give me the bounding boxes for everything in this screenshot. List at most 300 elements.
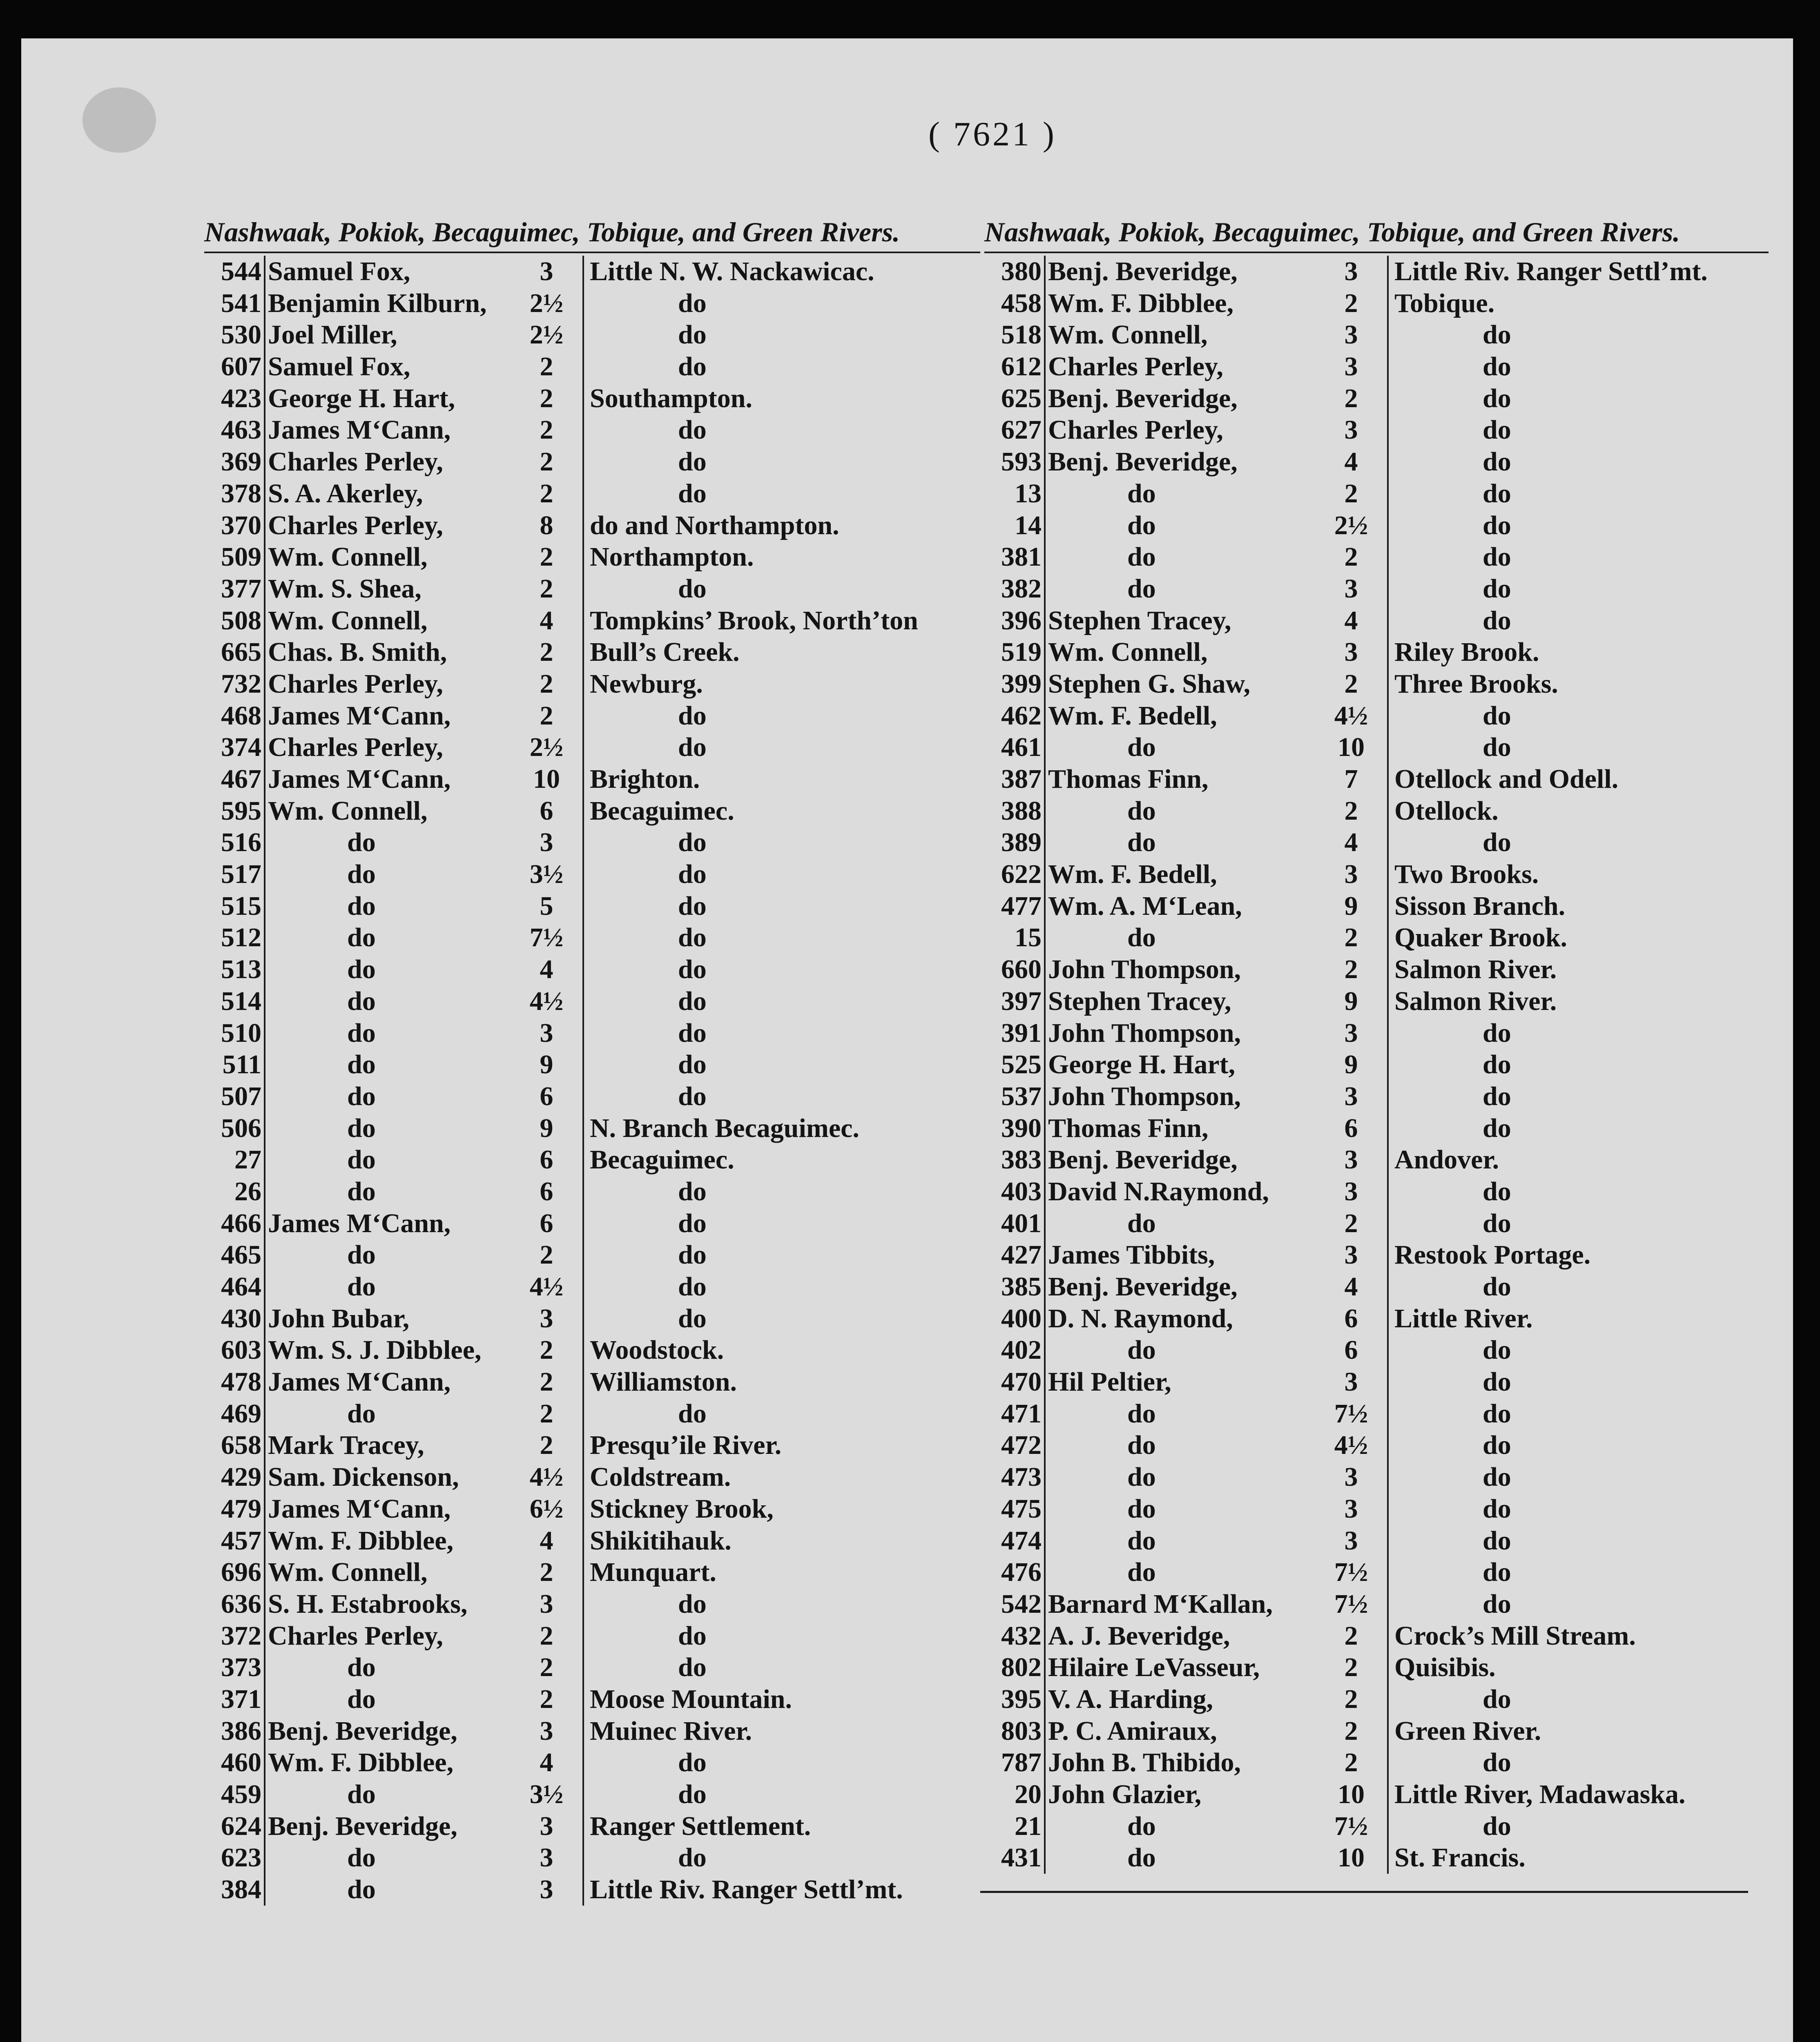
quantity: 2 — [1315, 1620, 1389, 1652]
grantee-name: Samuel Fox, — [268, 352, 410, 382]
location: do — [1483, 1367, 1511, 1397]
location: do — [678, 1303, 707, 1333]
grantee-name: Benj. Beveridge, — [1048, 383, 1238, 413]
quantity: 2 — [1315, 1747, 1389, 1779]
grantee-name: James M‘Cann, — [268, 1367, 451, 1397]
table-row — [984, 1017, 1769, 1049]
lot-number: 382 — [984, 573, 1046, 605]
table-row — [984, 1303, 1769, 1335]
table-row — [984, 795, 1769, 827]
location: Restook Portage. — [1394, 1240, 1591, 1270]
table-row — [984, 1715, 1769, 1747]
table-row — [984, 954, 1769, 985]
grantee-name: do — [347, 1875, 376, 1905]
location: do — [1483, 732, 1511, 762]
lot-number: 627 — [984, 414, 1046, 446]
grantee-name: Wm. F. Bedell, — [1048, 859, 1217, 889]
grantee-name: James M‘Cann, — [268, 764, 451, 794]
grantee-name: Stephen Tracey, — [1048, 605, 1231, 635]
lot-number: 473 — [984, 1461, 1046, 1493]
location: Coldstream. — [590, 1462, 731, 1492]
table-row — [984, 1652, 1769, 1683]
quantity: 3 — [1315, 1239, 1389, 1271]
lot-number: 787 — [984, 1747, 1046, 1779]
grantee-name: do — [1127, 923, 1156, 953]
table-row — [984, 1747, 1769, 1779]
location: do — [1483, 1335, 1511, 1365]
grantee-name: Sam. Dickenson, — [268, 1462, 459, 1492]
table-row — [984, 1144, 1769, 1176]
quantity: 2 — [1315, 478, 1389, 510]
lot-number: 381 — [984, 541, 1046, 573]
table-row — [204, 763, 980, 795]
location: Tompkins’ Brook, North’ton — [590, 605, 918, 635]
lot-number: 431 — [984, 1842, 1046, 1874]
quantity: 4 — [1315, 827, 1389, 858]
quantity: 9 — [1315, 1049, 1389, 1081]
grantee-name: do — [1127, 827, 1156, 858]
grantee-name: do — [347, 986, 376, 1016]
grantee-name: Wm. Connell, — [1048, 320, 1208, 350]
quantity: 7½ — [511, 922, 584, 954]
table-row — [984, 1239, 1769, 1271]
location: do — [1483, 478, 1511, 508]
lot-number: 603 — [204, 1334, 265, 1366]
lot-number: 390 — [984, 1112, 1046, 1144]
grantee-name: do — [1127, 573, 1156, 604]
quantity: 3½ — [511, 1779, 584, 1810]
table-row — [984, 541, 1769, 573]
location: do — [678, 1843, 707, 1873]
table-row — [984, 668, 1769, 700]
lot-number: 423 — [204, 383, 265, 415]
location: Little N. W. Nackawicac. — [590, 256, 874, 286]
lot-number: 465 — [204, 1239, 265, 1271]
lot-number: 27 — [204, 1144, 265, 1176]
lot-number: 427 — [984, 1239, 1046, 1271]
grantee-name: Mark Tracey, — [268, 1430, 424, 1460]
table-row — [984, 256, 1769, 288]
location: Quaker Brook. — [1394, 923, 1567, 953]
location: Andover. — [1394, 1145, 1499, 1175]
quantity: 3 — [1315, 256, 1389, 288]
grantee-name: Wm. F. Bedell, — [1048, 700, 1217, 731]
grantee-name: Wm. Connell, — [268, 542, 428, 572]
grantee-name: do — [1127, 1494, 1156, 1524]
quantity: 9 — [511, 1049, 584, 1081]
location: Two Brooks. — [1394, 859, 1539, 889]
quantity: 3 — [1315, 351, 1389, 383]
quantity: 4 — [1315, 446, 1389, 478]
quantity: 8 — [511, 510, 584, 542]
lot-number: 457 — [204, 1525, 265, 1557]
location: do — [1483, 352, 1511, 382]
grantee-name: S. A. Akerley, — [268, 478, 423, 508]
lot-number: 537 — [984, 1081, 1046, 1112]
table-row — [204, 1652, 980, 1683]
lot-number: 389 — [984, 827, 1046, 858]
location: do — [678, 1621, 707, 1651]
table-row — [204, 700, 980, 732]
grantee-name: Stephen G. Shaw, — [1048, 669, 1251, 699]
location: Becaguimec. — [590, 1145, 734, 1175]
lot-number: 593 — [984, 446, 1046, 478]
lot-number: 391 — [984, 1017, 1046, 1049]
grantee-name: A. J. Beveridge, — [1048, 1621, 1230, 1651]
lot-number: 622 — [984, 858, 1046, 890]
grantee-name: do — [347, 1018, 376, 1048]
table-row — [984, 414, 1769, 446]
table-row — [204, 1874, 980, 1906]
lot-number: 21 — [984, 1810, 1046, 1842]
quantity: 3 — [1315, 1525, 1389, 1557]
lot-number: 475 — [984, 1493, 1046, 1525]
table-row — [204, 1461, 980, 1493]
quantity: 6 — [1315, 1303, 1389, 1335]
lot-number: 396 — [984, 605, 1046, 637]
quantity: 9 — [1315, 985, 1389, 1017]
table-row — [984, 1588, 1769, 1620]
lot-number: 477 — [984, 890, 1046, 922]
quantity: 4½ — [511, 1461, 584, 1493]
lot-number: 607 — [204, 351, 265, 383]
location: do — [678, 700, 707, 731]
table-row — [204, 668, 980, 700]
location: do — [1483, 383, 1511, 413]
table-row — [204, 1176, 980, 1208]
grantee-name: V. A. Harding, — [1048, 1684, 1213, 1714]
grantee-name: do — [347, 954, 376, 985]
table-row — [204, 1715, 980, 1747]
quantity: 2 — [1315, 1715, 1389, 1747]
table-row — [204, 858, 980, 890]
location: Little River, Madawaska. — [1394, 1779, 1686, 1809]
grantee-name: Charles Perley, — [268, 669, 443, 699]
table-row — [984, 985, 1769, 1017]
lot-number: 510 — [204, 1017, 265, 1049]
grantee-name: James Tibbits, — [1048, 1240, 1215, 1270]
grantee-name: do — [347, 1684, 376, 1714]
lot-number: 658 — [204, 1429, 265, 1461]
table-row — [204, 1239, 980, 1271]
table-row — [984, 1176, 1769, 1208]
lot-number: 514 — [204, 985, 265, 1017]
lot-number: 468 — [204, 700, 265, 732]
grantee-name: Barnard M‘Kallan, — [1048, 1589, 1273, 1619]
grantee-name: Charles Perley, — [268, 510, 443, 540]
quantity: 2 — [1315, 383, 1389, 415]
quantity: 3 — [511, 1303, 584, 1335]
grantee-name: Benj. Beveridge, — [1048, 447, 1238, 477]
grantee-name: do — [347, 1779, 376, 1809]
table-row — [984, 700, 1769, 732]
lot-number: 371 — [204, 1683, 265, 1715]
quantity: 4 — [1315, 605, 1389, 637]
location: do — [678, 732, 707, 762]
quantity: 3 — [511, 827, 584, 858]
lot-number: 372 — [204, 1620, 265, 1652]
quantity: 3 — [511, 1017, 584, 1049]
grantee-name: do — [1127, 478, 1156, 508]
table-row — [204, 1588, 980, 1620]
location: Otellock. — [1394, 796, 1499, 826]
lot-number: 459 — [204, 1779, 265, 1810]
table-row — [204, 1747, 980, 1779]
grantee-name: do — [347, 1081, 376, 1111]
location: do — [678, 859, 707, 889]
quantity: 6 — [511, 1081, 584, 1112]
table-row — [204, 541, 980, 573]
location: Otellock and Odell. — [1394, 764, 1619, 794]
grantee-name: do — [347, 891, 376, 921]
grantee-name: do — [347, 1843, 376, 1873]
lot-number: 399 — [984, 668, 1046, 700]
grantee-name: do — [347, 1050, 376, 1080]
grantee-name: David N.Raymond, — [1048, 1176, 1269, 1206]
location: do — [1483, 605, 1511, 635]
table-row — [204, 1429, 980, 1461]
grantee-name: John Thompson, — [1048, 954, 1241, 985]
lot-number: 517 — [204, 858, 265, 890]
lot-number: 513 — [204, 954, 265, 985]
location: do — [1483, 1398, 1511, 1429]
quantity: 4 — [1315, 1271, 1389, 1303]
lot-number: 732 — [204, 668, 265, 700]
location: do — [678, 923, 707, 953]
location: Tobique. — [1394, 288, 1495, 318]
grantee-name: do — [1127, 1557, 1156, 1587]
table-row — [204, 1271, 980, 1303]
lot-number: 515 — [204, 890, 265, 922]
table-row — [204, 827, 980, 858]
location: Becaguimec. — [590, 796, 734, 826]
location: Riley Brook. — [1394, 637, 1539, 667]
quantity: 3 — [1315, 319, 1389, 351]
quantity: 5 — [511, 890, 584, 922]
lot-number: 802 — [984, 1652, 1046, 1683]
quantity: 2 — [511, 446, 584, 478]
table-row — [984, 1683, 1769, 1715]
location: do — [1483, 1208, 1511, 1238]
lot-number: 400 — [984, 1303, 1046, 1335]
quantity: 2 — [1315, 288, 1389, 319]
lot-number: 665 — [204, 636, 265, 668]
quantity: 4 — [511, 1525, 584, 1557]
lot-number: 432 — [984, 1620, 1046, 1652]
lot-number: 507 — [204, 1081, 265, 1112]
quantity: 4½ — [511, 1271, 584, 1303]
grantee-name: do — [1127, 1843, 1156, 1873]
table-row — [204, 1208, 980, 1239]
table-row — [984, 1366, 1769, 1398]
grantee-name: S. H. Estabrooks, — [268, 1589, 468, 1619]
quantity: 4½ — [511, 985, 584, 1017]
location: do — [1483, 1748, 1511, 1778]
location: do — [678, 1779, 707, 1809]
quantity: 4½ — [1315, 1429, 1389, 1461]
quantity: 2 — [511, 1429, 584, 1461]
table-row — [204, 1366, 980, 1398]
table-row — [204, 1525, 980, 1557]
lot-number: 469 — [204, 1398, 265, 1430]
lot-number: 472 — [984, 1429, 1046, 1461]
location: do — [678, 1398, 707, 1429]
quantity: 2 — [511, 1683, 584, 1715]
lot-number: 395 — [984, 1683, 1046, 1715]
grantee-name: do — [347, 827, 376, 858]
lot-number: 506 — [204, 1112, 265, 1144]
quantity: 7 — [1315, 763, 1389, 795]
lot-number: 388 — [984, 795, 1046, 827]
quantity: 3 — [1315, 636, 1389, 668]
table-row — [984, 1112, 1769, 1144]
lot-number: 370 — [204, 510, 265, 542]
location: Southampton. — [590, 383, 752, 413]
table-row — [984, 319, 1769, 351]
table-row — [984, 1334, 1769, 1366]
grantee-name: do — [1127, 796, 1156, 826]
right-column — [984, 212, 1769, 1874]
lot-number: 387 — [984, 763, 1046, 795]
quantity: 2 — [511, 700, 584, 732]
quantity: 2 — [511, 541, 584, 573]
lot-number: 542 — [984, 1588, 1046, 1620]
grantee-name: do — [347, 859, 376, 889]
table-row — [984, 731, 1769, 763]
location: Salmon River. — [1394, 954, 1557, 985]
page-number: ( 7621 ) — [928, 115, 1057, 153]
location: do — [1483, 447, 1511, 477]
table-row — [204, 1779, 980, 1810]
lot-number: 803 — [984, 1715, 1046, 1747]
quantity: 3 — [1315, 414, 1389, 446]
quantity: 3 — [511, 1588, 584, 1620]
grantee-name: Benj. Beveridge, — [1048, 1145, 1238, 1175]
grantee-name: do — [1127, 1335, 1156, 1365]
lot-number: 458 — [984, 288, 1046, 319]
quantity: 2 — [511, 1366, 584, 1398]
quantity: 3 — [511, 1874, 584, 1906]
grantee-name: George H. Hart, — [1048, 1050, 1236, 1080]
table-row — [984, 1525, 1769, 1557]
lot-number: 15 — [984, 922, 1046, 954]
lot-number: 541 — [204, 288, 265, 319]
location: Little River. — [1394, 1303, 1533, 1333]
lot-number: 380 — [984, 256, 1046, 288]
grantee-name: do — [1127, 732, 1156, 762]
quantity: 3 — [1315, 1144, 1389, 1176]
lot-number: 525 — [984, 1049, 1046, 1081]
quantity: 6 — [511, 795, 584, 827]
ink-smudge — [83, 87, 156, 153]
grantee-name: Stephen Tracey, — [1048, 986, 1231, 1016]
location: Little Riv. Ranger Settl’mt. — [1394, 256, 1708, 286]
lot-number: 508 — [204, 605, 265, 637]
table-row — [984, 605, 1769, 637]
grantee-name: Charles Perley, — [1048, 352, 1223, 382]
location: Sisson Branch. — [1394, 891, 1566, 921]
grantee-name: Chas. B. Smith, — [268, 637, 447, 667]
quantity: 6½ — [511, 1493, 584, 1525]
quantity: 2 — [1315, 541, 1389, 573]
lot-number: 462 — [984, 700, 1046, 732]
location: do — [678, 1240, 707, 1270]
quantity: 6 — [1315, 1112, 1389, 1144]
location: Quisibis. — [1394, 1652, 1496, 1683]
location: do — [1483, 415, 1511, 445]
location: do — [1483, 1113, 1511, 1143]
grantee-name: Samuel Fox, — [268, 256, 410, 286]
lot-number: 401 — [984, 1208, 1046, 1239]
lot-number: 470 — [984, 1366, 1046, 1398]
table-row — [204, 1620, 980, 1652]
location: do and Northampton. — [590, 510, 839, 540]
lot-number: 464 — [204, 1271, 265, 1303]
lot-number: 397 — [984, 985, 1046, 1017]
grantee-name: do — [347, 1145, 376, 1175]
table-row — [984, 1208, 1769, 1239]
location: do — [1483, 1176, 1511, 1206]
location: do — [678, 827, 707, 858]
table-row — [204, 1493, 980, 1525]
grantee-name: do — [347, 923, 376, 953]
quantity: 2 — [511, 1398, 584, 1430]
lot-number: 377 — [204, 573, 265, 605]
lot-number: 403 — [984, 1176, 1046, 1208]
location: do — [1483, 510, 1511, 540]
table-row — [984, 1810, 1769, 1842]
quantity: 2 — [1315, 922, 1389, 954]
quantity: 2 — [511, 668, 584, 700]
grantee-name: Thomas Finn, — [1048, 1113, 1209, 1143]
grantee-name: D. N. Raymond, — [1048, 1303, 1233, 1333]
lot-number: 509 — [204, 541, 265, 573]
table-row — [204, 1398, 980, 1430]
grantee-name: John Thompson, — [1048, 1018, 1241, 1048]
quantity: 3 — [511, 1715, 584, 1747]
location: do — [678, 954, 707, 985]
quantity: 2 — [511, 1652, 584, 1683]
location: Little Riv. Ranger Settl’mt. — [590, 1875, 903, 1905]
quantity: 10 — [1315, 731, 1389, 763]
quantity: 3 — [1315, 1461, 1389, 1493]
quantity: 3½ — [511, 858, 584, 890]
location: do — [1483, 1525, 1511, 1556]
table-row — [204, 1556, 980, 1588]
grantee-name: John B. Thibido, — [1048, 1748, 1241, 1778]
location: do — [678, 1208, 707, 1238]
location: do — [678, 1081, 707, 1111]
grantee-name: do — [1127, 542, 1156, 572]
table-row — [204, 1842, 980, 1874]
table-row — [984, 858, 1769, 890]
table-row — [984, 478, 1769, 510]
closing-rule — [980, 1891, 1748, 1893]
left-column-heading: Nashwaak, Pokiok, Becaguimec, Tobique, and Green Rivers. — [204, 212, 980, 253]
quantity: 2 — [511, 414, 584, 446]
location: do — [678, 288, 707, 318]
table-row — [204, 319, 980, 351]
quantity: 6 — [511, 1144, 584, 1176]
quantity: 4 — [511, 954, 584, 985]
table-row — [204, 1810, 980, 1842]
grantee-name: do — [1127, 510, 1156, 540]
table-row — [204, 383, 980, 415]
quantity: 6 — [511, 1208, 584, 1239]
lot-number: 544 — [204, 256, 265, 288]
right-column-heading: Nashwaak, Pokiok, Becaguimec, Tobique, and Green Rivers. — [984, 212, 1769, 253]
table-row — [984, 1493, 1769, 1525]
